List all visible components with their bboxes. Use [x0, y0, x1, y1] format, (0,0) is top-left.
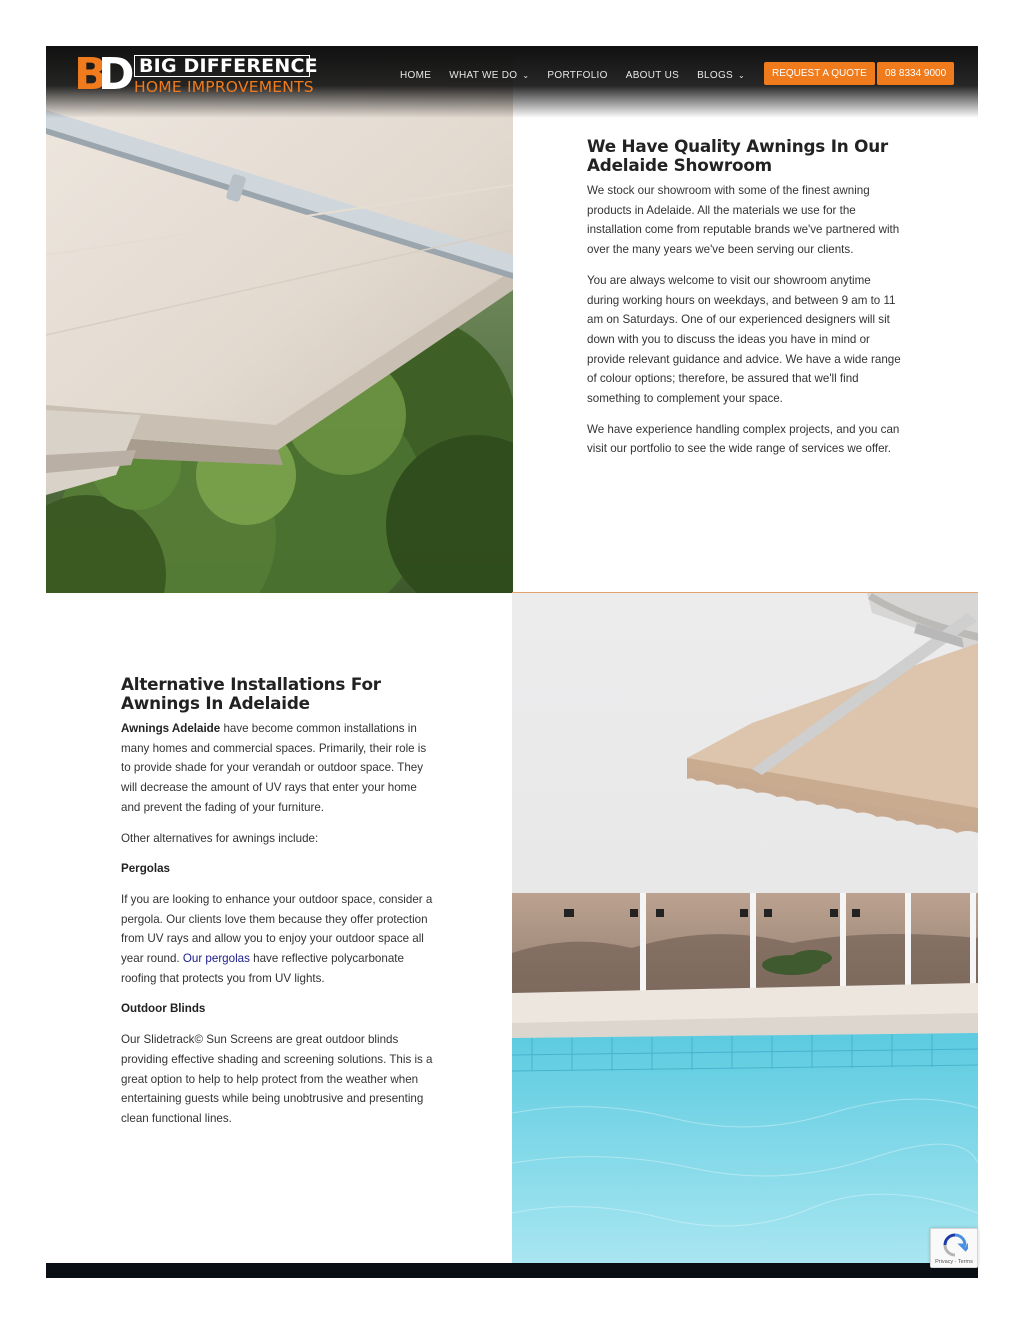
logo-line2: HOME IMPROVEMENTS [134, 77, 314, 96]
showroom-section [587, 137, 905, 459]
main-nav [400, 68, 763, 82]
outdoor-blinds-heading: Outdoor Blinds [121, 1002, 206, 1016]
pool-awning-photo [512, 592, 978, 1264]
paragraph: If you are looking to enhance your outdoor space, consider a pergola. Our clients love them because they offer protection from UV rays and allow you to enjoy your outdoor space all year round. Our pergolas have reflective polycarbonate roofing that protects you from UV lights. [121, 892, 433, 985]
nav-home[interactable]: HOME [400, 69, 432, 81]
paragraph: Our Slidetrack© Sun Screens are great outdoor blinds providing effective shading and screening solutions. This is a great option to help to help protect from the weather when entertaining guests while being unobtrusive and presenting clean functional lines. [121, 1033, 433, 1125]
nav-what-we-do[interactable]: WHAT WE DO ⌄ [449, 69, 530, 81]
logo[interactable] [74, 49, 318, 100]
section-title: We Have Quality Awnings In Our Adelaide Showroom [587, 136, 889, 175]
phone-button[interactable]: 08 8334 9000 [877, 62, 954, 85]
logo-mark: B D [74, 49, 135, 100]
alternatives-section [121, 675, 439, 1129]
recaptcha-terms[interactable]: Privacy - Terms [935, 1259, 973, 1265]
paragraph: Other alternatives for awnings include: [121, 831, 319, 845]
site-header [46, 46, 978, 118]
pergolas-heading: Pergolas [121, 862, 170, 876]
chevron-down-icon: ⌄ [522, 70, 530, 80]
nav-blogs[interactable]: BLOGS ⌄ [697, 69, 746, 81]
awning-photo [46, 49, 513, 593]
paragraph: You are always welcome to visit our showroom anytime during working hours on weekdays, and between 9 am to 11 am on Saturdays. One of our experienced designers will sit down with you to discuss the ideas you have in mind or provide relevant guidance and advice. We have a wide range of colour options; therefore, be assured that we'll find something to complement your space. [587, 273, 901, 406]
logo-line1: BIG DIFFERENCE [134, 55, 310, 77]
nav-portfolio[interactable]: PORTFOLIO [547, 69, 608, 81]
recaptcha-icon [942, 1233, 968, 1257]
pergolas-link[interactable]: Our pergolas [182, 952, 250, 966]
chevron-down-icon: ⌄ [738, 70, 746, 80]
paragraph: We stock our showroom with some of the finest awning products in Adelaide. All the materials we use for the installation come from reputable brands we've partnered with over the many years we've been serving our clients. [587, 184, 900, 257]
paragraph: We have experience handling complex projects, and you can visit our portfolio to see the wide range of services we offer. [587, 422, 900, 456]
recaptcha-badge[interactable] [930, 1228, 978, 1268]
footer-bar [46, 1263, 978, 1278]
nav-about-us[interactable]: ABOUT US [625, 69, 680, 81]
section-title: Alternative Installations For Awnings In Adelaide [121, 674, 381, 713]
awnings-adelaide-strong: Awnings Adelaide [121, 722, 221, 735]
request-quote-button[interactable]: REQUEST A QUOTE [764, 62, 875, 85]
paragraph: Awnings Adelaide have become common installations in many homes and commercial spaces. Primarily, their role is to provide shade for your verandah or outdoor space. They will decrease the amount of UV rays that enter your home and prevent the fading of your furniture. [121, 722, 427, 814]
page [46, 46, 978, 1278]
